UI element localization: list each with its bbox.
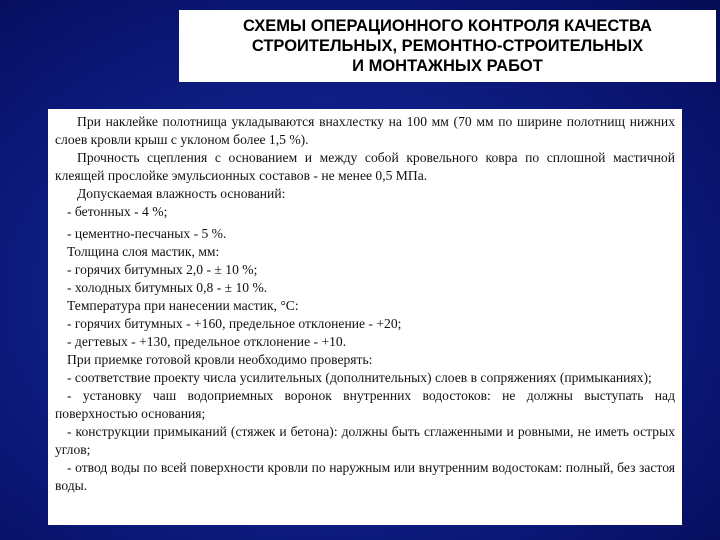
paragraph-mastic-thickness-heading: Толщина слоя мастик, мм: xyxy=(67,244,220,259)
list-item-concrete: - бетонных - 4 %; xyxy=(67,204,168,219)
title-line-2: СТРОИТЕЛЬНЫХ, РЕМОНТНО-СТРОИТЕЛЬНЫХ xyxy=(251,37,644,55)
paragraph-temperature-heading: Температура при нанесении мастик, °С: xyxy=(67,298,299,313)
title-line-1: СХЕМЫ ОПЕРАЦИОННОГО КОНТРОЛЯ КАЧЕСТВА xyxy=(243,17,652,35)
paragraph-moisture-heading: Допускаемая влажность оснований: xyxy=(77,186,286,201)
title-line-3: И МОНТАЖНЫХ РАБОТ xyxy=(352,57,543,75)
list-item-junctions: - конструкции примыканий (стяжек и бетона): должны быть сглаженными и ровными, не иметь острых углов; xyxy=(55,424,675,457)
paragraph-adhesion: Прочность сцепления с основанием и между собой кровельного ковра по сплошной мастичной клеящей прослойке эмульсионных составов - не менее 0,5 МПа. xyxy=(55,150,675,183)
list-item-reinforcing-layers: - соответствие проекту числа усилительных (дополнительных) слоев в сопряжениях (примыканиях); xyxy=(67,370,652,385)
list-item-drainage: - отвод воды по всей поверхности кровли по наружным или внутренним водостокам: полный, без застоя воды. xyxy=(55,460,675,493)
paragraph-overlap: При наклейке полотнища укладываются внахлестку на 100 мм (70 мм по ширине полотнищ нижних слоев кровли крыш с уклоном более 1,5 %). xyxy=(55,114,675,147)
list-item-cold-bitumen-thickness: - холодных битумных 0,8 - ± 10 %. xyxy=(67,280,268,295)
content-box xyxy=(48,109,682,525)
title-box xyxy=(179,10,716,82)
list-item-cement-sand: - цементно-песчаных - 5 %. xyxy=(67,226,227,241)
list-item-hot-bitumen-temperature: - горячих битумных - +160, предельное отклонение - +20; xyxy=(67,316,402,331)
paragraph-acceptance-heading: При приемке готовой кровли необходимо проверять: xyxy=(67,352,373,367)
list-item-hot-bitumen-thickness: - горячих битумных 2,0 - ± 10 %; xyxy=(67,262,258,277)
list-item-funnels: - установку чаш водоприемных воронок внутренних водостоков: не должны выступать над поверхностью основания; xyxy=(55,388,675,421)
list-item-tar-temperature: - дегтевых - +130, предельное отклонение - +10. xyxy=(67,334,347,349)
